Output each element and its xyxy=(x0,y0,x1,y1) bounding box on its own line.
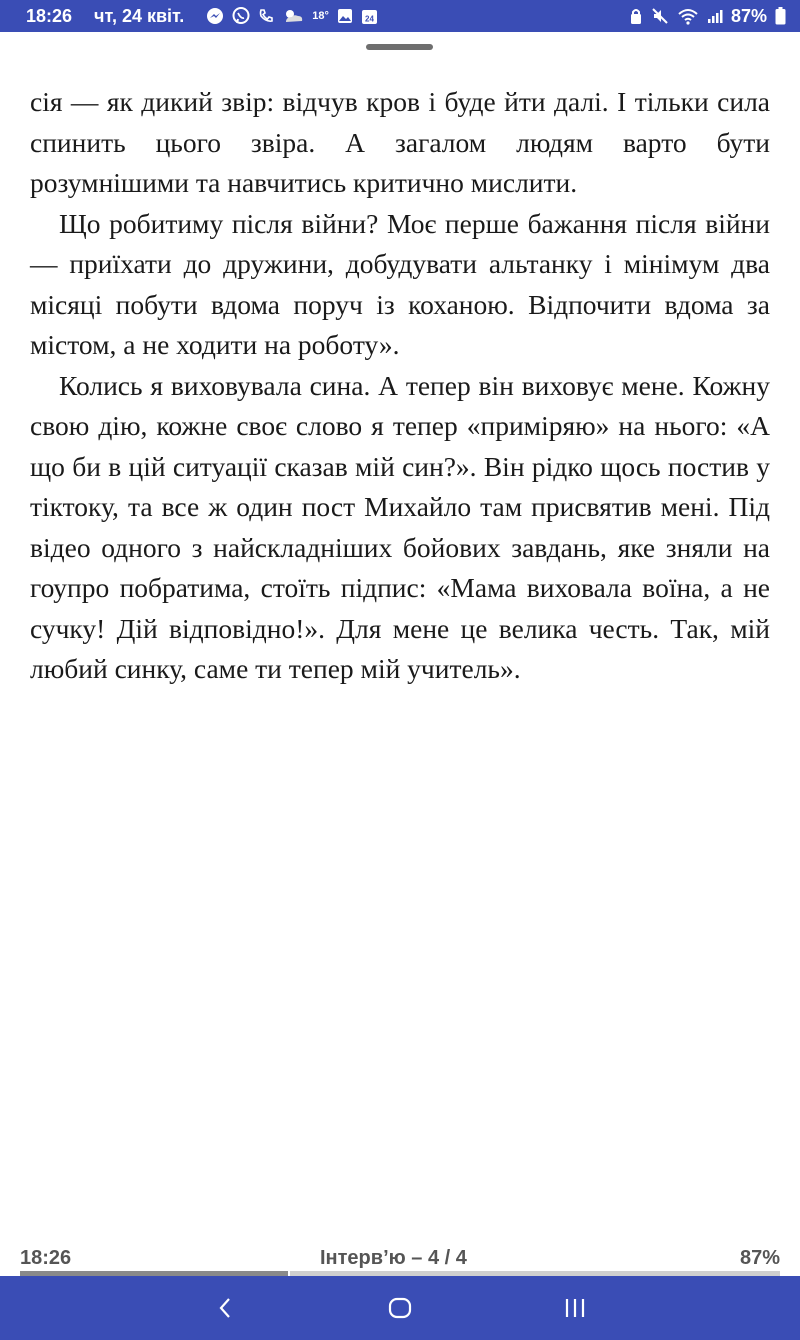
reader-footer xyxy=(20,1244,780,1272)
calendar-day: 24 xyxy=(364,14,374,23)
status-bar-right xyxy=(629,6,786,27)
status-time: 18:26 xyxy=(26,5,73,26)
recents-icon xyxy=(562,1296,588,1320)
navigation-bar xyxy=(0,1276,800,1340)
back-button[interactable] xyxy=(205,1292,245,1324)
status-bar-left xyxy=(26,6,378,27)
calendar-icon xyxy=(361,8,378,25)
recents-button[interactable] xyxy=(555,1292,595,1324)
status-battery-text: 87% xyxy=(730,5,767,26)
reader-page[interactable] xyxy=(30,82,770,690)
gallery-icon xyxy=(337,8,353,24)
weather-icon xyxy=(282,8,304,24)
home-icon xyxy=(387,1296,413,1320)
paragraph-2: Що робитиму після війни? Моє перше бажання після війни — приїхати до дружини, добудувати альтанку і мінімум два місяці побути вдома поруч із коханою. Відпочити вдома за містом, а не ходити на роботу». xyxy=(30,207,770,360)
viber-icon xyxy=(232,7,250,25)
signal-icon xyxy=(707,8,723,24)
battery-icon xyxy=(775,7,786,25)
status-bar xyxy=(0,0,800,32)
messenger-icon xyxy=(206,7,224,25)
footer-battery: 87% xyxy=(739,1247,780,1269)
footer-chapter: Інтерв’ю – 4 / 4 xyxy=(320,1247,467,1269)
drag-handle[interactable] xyxy=(366,44,433,50)
paragraph-3: Колись я виховувала сина. А тепер він виховує мене. Кожну свою дію, кожне своє слово я тепер «приміряю» на нього: «А що би в цій ситуації сказав мій син?». Він рідко щось постив у тіктоку, та все ж один пост Михайло там присвятив мені. Під відео одного з найскладніших бойових завдань, яке зняли на гоупро побратима, стоїть підпис: «Мама виховала воїна, а не сучку! Дій відповідно!». Для мене це велика честь. Так, мій любий синку, саме ти тепер мій учитель». xyxy=(30,369,770,684)
status-date: чт, 24 квіт. xyxy=(94,5,185,26)
call-icon xyxy=(258,8,274,24)
paragraph-1: сія — як дикий звір: відчув кров і буде йти далі. І тільки сила спинить цього звіра. А загалом людям варто бути розумнішими та навчитись критично мислити. xyxy=(30,86,770,198)
back-icon xyxy=(215,1296,235,1320)
footer-time: 18:26 xyxy=(20,1247,72,1269)
lock-icon xyxy=(629,7,643,25)
home-button[interactable] xyxy=(380,1292,420,1324)
temperature: 18° xyxy=(312,9,329,22)
mute-icon xyxy=(651,7,669,25)
wifi-icon xyxy=(677,7,699,25)
